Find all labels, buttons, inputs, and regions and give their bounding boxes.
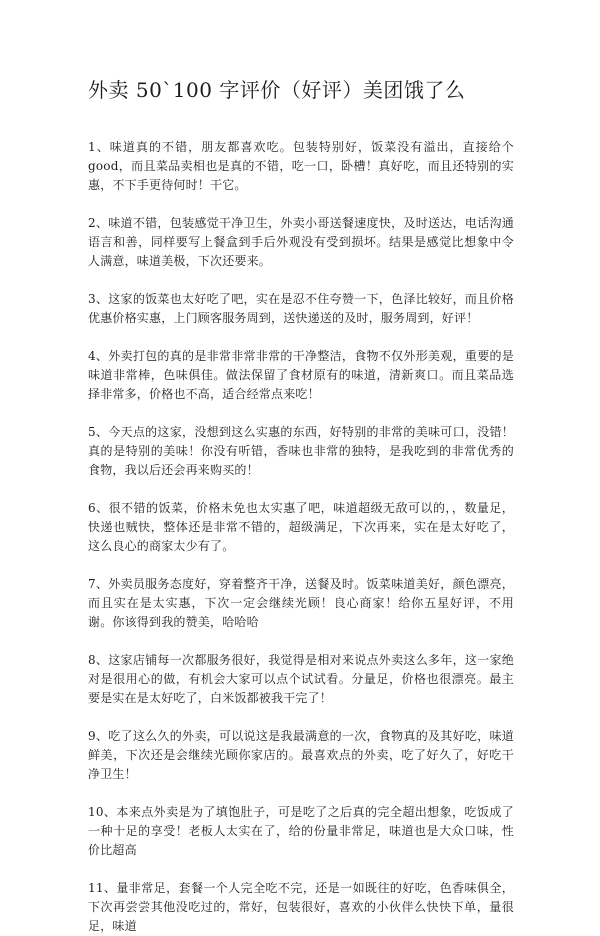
review-item: 5、今天点的这家，没想到这么实惠的东西，好特别的非常的美味可口，没错！真的是特别的美味！你没有听错，香味也非常的独特，是我吃到的非常优秀的食物，我以后还会再来购买的！ xyxy=(88,425,514,477)
review-item: 8、这家店铺每一次都服务很好，我觉得是相对来说点外卖这么多年，这一家绝对是很用心的做，有机会大家可以点个试试看。分量足，价格也很漂亮。最主要是实在是太好吃了，白米饭都被我干完了！ xyxy=(88,653,514,705)
review-item: 2、味道不错，包装感觉干净卫生，外卖小哥送餐速度快，及时送达，电话沟通语言和善，同样要写上餐盒到手后外观没有受到损坏。结果是感觉比想象中令人满意，味道美极，下次还要来。 xyxy=(88,216,514,268)
review-item: 6、很不错的饭菜，价格未免也太实惠了吧，味道超级无敌可以的，，数量足，快递也贼快，整体还是非常不错的，超级满足，下次再来，实在是太好吃了，这么良心的商家太少有了。 xyxy=(88,501,514,553)
review-item: 7、外卖员服务态度好，穿着整齐干净，送餐及时。饭菜味道美好，颜色漂亮，而且实在是太实惠，下次一定会继续光顾！良心商家！给你五星好评，不用谢。你该得到我的赞美，哈哈哈 xyxy=(88,577,514,629)
review-item: 1、味道真的不错，朋友都喜欢吃。包装特别好，饭菜没有溢出，直接给个 good，而且菜品卖相也是真的不错，吃一口，卧槽！真好吃，而且还特别的实惠，不下手更待何时！干它。 xyxy=(88,140,514,192)
review-item: 10、本来点外卖是为了填饱肚子，可是吃了之后真的完全超出想象，吃饭成了一种十足的享受！老板人太实在了，给的份量非常足，味道也是大众口味，性价比超高 xyxy=(88,805,514,857)
review-item: 11、量非常足，套餐一个人完全吃不完，还是一如既往的好吃，色香味俱全，下次再尝尝其他没吃过的，常好，包装很好，喜欢的小伙伴么快快下单，量很足，味道 xyxy=(88,881,514,933)
review-item: 4、外卖打包的真的是非常非常非常的干净整洁，食物不仅外形美观，重要的是味道非常棒，色味俱佳。做法保留了食材原有的味道，清新爽口。而且菜品选择非常多，价格也不高，适合经常点来吃！ xyxy=(88,349,514,401)
review-item: 9、吃了这么久的外卖，可以说这是我最满意的一次，食物真的及其好吃，味道鲜美，下次还是会继续光顾你家店的。最喜欢点的外卖，吃了好久了，好吃干净卫生！ xyxy=(88,729,514,781)
page-title: 外卖 50`100 字评价（好评）美团饿了么 xyxy=(88,78,466,102)
review-item: 3、这家的饭菜也太好吃了吧，实在是忍不住夸赞一下，色泽比较好，而且价格优惠价格实惠，上门顾客服务周到，送快递送的及时，服务周到，好评！ xyxy=(88,292,514,325)
review-list xyxy=(88,138,514,936)
